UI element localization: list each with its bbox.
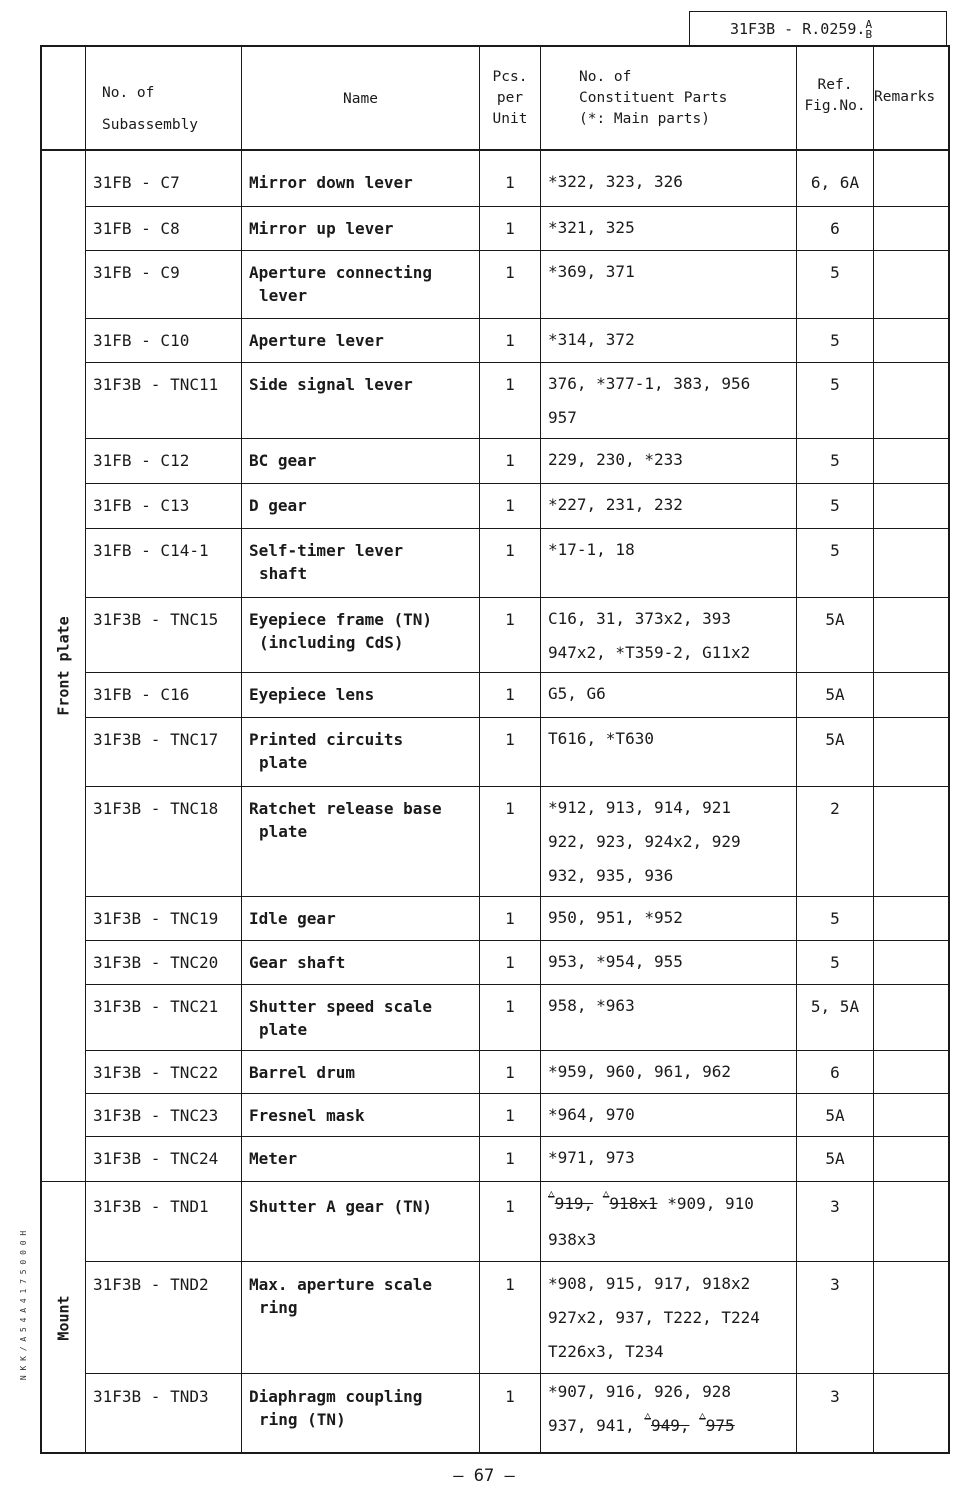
name-line: lever — [259, 286, 308, 305]
table-cell-parts — [548, 791, 798, 893]
parts-line: *322, 323, 326 — [548, 172, 683, 191]
table-cell-subassembly-no: 31F3B - TNC23 — [93, 1106, 219, 1125]
table-cell-name — [249, 171, 479, 194]
table-cell-subassembly-no: 31F3B - TNC17 — [93, 730, 219, 749]
table-cell-subassembly-no: 31F3B - TND1 — [93, 1197, 209, 1216]
header-pcs — [480, 47, 540, 149]
table-cell-pcs: 1 — [505, 173, 515, 192]
struck-part-text: 919, — [554, 1194, 594, 1213]
table-cell-subassembly-no: 31FB - C9 — [93, 263, 180, 282]
header-remarks — [874, 47, 952, 149]
header-subassembly — [102, 47, 242, 149]
revision-delta-icon: △ — [602, 1187, 610, 1200]
name-line: plate — [259, 822, 308, 841]
doc-ref-revision — [865, 17, 873, 41]
page-number: — 67 — — [453, 1466, 515, 1486]
table-cell-parts — [548, 1098, 798, 1132]
section-mount-label: Mount — [55, 1294, 73, 1341]
table-cell-parts — [548, 722, 798, 756]
parts-line: 922, 923, 924x2, 929 — [548, 832, 741, 851]
revision-delta-icon: △ — [644, 1409, 651, 1422]
name-line: Ratchet release base — [249, 799, 442, 818]
section-front-plate — [42, 151, 86, 1181]
header-remarks-text: Remarks — [874, 89, 936, 105]
parts-line: *314, 372 — [548, 330, 635, 349]
table-cell-name — [249, 449, 479, 472]
name-line: Eyepiece frame (TN) — [249, 610, 433, 629]
table-cell-ref-fig: 5A — [825, 730, 845, 749]
table-cell-subassembly-no: 31F3B - TND3 — [93, 1387, 209, 1406]
row-divider — [86, 717, 948, 718]
parts-line: *227, 231, 232 — [548, 495, 683, 514]
table-cell-ref-fig: 5 — [830, 909, 840, 928]
struck-part — [644, 1409, 690, 1435]
table-cell-ref-fig: 5 — [830, 263, 840, 282]
table-cell-pcs: 1 — [505, 730, 515, 749]
row-divider — [86, 1373, 948, 1374]
section-front-plate-label: Front plate — [55, 616, 73, 716]
table-cell-ref-fig: 5 — [830, 451, 840, 470]
parts-line: 229, 230, *233 — [548, 450, 683, 469]
table-cell-subassembly-no: 31F3B - TND2 — [93, 1275, 209, 1294]
table-cell-ref-fig: 3 — [830, 1387, 840, 1406]
table-cell-name — [249, 1104, 479, 1127]
table-cell-subassembly-no: 31FB - C16 — [93, 685, 190, 704]
name-line: Aperture lever — [249, 331, 384, 350]
parts-line: *907, 916, 926, 928 — [548, 1382, 732, 1401]
table-cell-ref-fig: 5 — [830, 541, 840, 560]
header-pcs-line: Pcs. — [492, 69, 528, 85]
parts-text: *909, 910 — [667, 1194, 754, 1213]
revision-delta-icon: △ — [548, 1187, 555, 1200]
document-reference-box — [689, 11, 947, 45]
name-line: ring (TN) — [259, 1410, 346, 1429]
table-cell-name — [249, 1385, 479, 1431]
table-cell-ref-fig: 5 — [830, 331, 840, 350]
parts-text: 937, 941, — [548, 1416, 635, 1435]
name-line: Shutter A gear (TN) — [249, 1197, 433, 1216]
parts-line: *17-1, 18 — [548, 540, 635, 559]
name-line: Aperture connecting — [249, 263, 433, 282]
table-cell-ref-fig: 6, 6A — [810, 173, 860, 192]
header-ref — [797, 47, 873, 149]
header-ref-line: Fig.No. — [804, 98, 866, 114]
table-cell-parts — [548, 211, 798, 245]
header-subassembly-line: Subassembly — [102, 117, 199, 133]
table-cell-name — [249, 261, 479, 307]
table-cell-name — [249, 494, 479, 517]
table-cell-name — [249, 683, 479, 706]
name-line: Fresnel mask — [249, 1106, 365, 1125]
table-cell-subassembly-no: 31F3B - TNC18 — [93, 799, 219, 818]
parts-line: *912, 913, 914, 921 — [548, 798, 732, 817]
table-cell-parts — [548, 255, 798, 289]
header-subassembly-line: No. of — [102, 85, 155, 101]
table-cell-parts — [548, 443, 798, 477]
table-cell-ref-fig: 2 — [830, 799, 840, 818]
table-cell-ref-fig: 5A — [825, 1149, 845, 1168]
table-cell-subassembly-no: 31FB - C12 — [93, 451, 190, 470]
row-divider — [86, 672, 948, 673]
row-divider — [86, 786, 948, 787]
doc-ref-rev-a: A — [865, 17, 873, 31]
parts-line: *321, 325 — [548, 218, 635, 237]
table-cell-parts — [548, 602, 798, 670]
table-cell-ref-fig: 3 — [830, 1197, 840, 1216]
row-divider — [86, 896, 948, 897]
table-cell-ref-fig: 5A — [825, 685, 845, 704]
revision-delta-icon: △ — [699, 1409, 706, 1422]
struck-part-text: 949, — [650, 1416, 690, 1435]
table-cell-pcs: 1 — [505, 1275, 515, 1294]
header-pcs-line: per — [496, 90, 524, 106]
row-divider — [86, 597, 948, 598]
name-line: plate — [259, 753, 308, 772]
name-line: Printed circuits — [249, 730, 404, 749]
parts-line: C16, 31, 373x2, 393 — [548, 609, 732, 628]
parts-table — [40, 45, 950, 1454]
table-cell-name — [249, 995, 479, 1041]
name-line: Side signal lever — [249, 375, 413, 394]
parts-line: 938x3 — [548, 1230, 597, 1249]
row-divider — [86, 438, 948, 439]
table-cell-pcs: 1 — [505, 541, 515, 560]
table-cell-ref-fig: 5A — [825, 1106, 845, 1125]
table-cell-name — [249, 1195, 479, 1218]
parts-line: *908, 915, 917, 918x2 — [548, 1274, 751, 1293]
header-ref-line: Ref. — [817, 77, 853, 93]
table-cell-ref-fig: 5 — [830, 375, 840, 394]
table-cell-pcs: 1 — [505, 799, 515, 818]
parts-line: *959, 960, 961, 962 — [548, 1062, 732, 1081]
parts-line: 947x2, *T359-2, G11x2 — [548, 643, 751, 662]
table-cell-ref-fig: 6 — [830, 219, 840, 238]
parts-line: 927x2, 937, T222, T224 — [548, 1308, 760, 1327]
table-cell-parts — [548, 945, 798, 979]
name-line: Idle gear — [249, 909, 336, 928]
parts-line: 376, *377-1, 383, 956 — [548, 374, 751, 393]
header-parts-line: Constituent Parts — [579, 90, 728, 106]
section-mount — [42, 1181, 86, 1454]
parts-line: G5, G6 — [548, 684, 606, 703]
table-cell-pcs: 1 — [505, 263, 515, 282]
table-cell-pcs: 1 — [505, 1063, 515, 1082]
name-line: shaft — [259, 564, 308, 583]
header-pcs-line: Unit — [492, 111, 528, 127]
table-cell-parts — [548, 323, 798, 357]
column-divider — [873, 47, 874, 1452]
parts-line: *369, 371 — [548, 262, 635, 281]
table-cell-ref-fig: 5 — [830, 496, 840, 515]
parts-line: 950, 951, *952 — [548, 908, 683, 927]
table-cell-parts — [548, 1141, 798, 1175]
table-cell-ref-fig: 5A — [825, 610, 845, 629]
table-cell-pcs: 1 — [505, 953, 515, 972]
header-parts-line: (*: Main parts) — [579, 111, 710, 127]
table-cell-parts — [548, 1267, 798, 1369]
struck-part — [699, 1409, 735, 1435]
table-cell-subassembly-no: 31F3B - TNC22 — [93, 1063, 219, 1082]
parts-line — [548, 1187, 754, 1223]
table-cell-pcs: 1 — [505, 997, 515, 1016]
parts-line — [548, 1409, 735, 1445]
table-cell-parts — [548, 1055, 798, 1089]
name-line: Gear shaft — [249, 953, 346, 972]
section-divider — [42, 1181, 948, 1182]
doc-ref-rev-b: B — [865, 27, 873, 41]
name-line: Mirror down lever — [249, 173, 413, 192]
table-cell-name — [249, 907, 479, 930]
table-cell-parts — [548, 901, 798, 935]
header-rule — [42, 149, 948, 151]
table-cell-subassembly-no: 31F3B - TNC21 — [93, 997, 219, 1016]
parts-line: 958, *963 — [548, 996, 635, 1015]
table-cell-subassembly-no: 31FB - C14-1 — [93, 541, 209, 560]
margin-print-code — [17, 1210, 31, 1400]
name-line: Max. aperture scale — [249, 1275, 433, 1294]
table-cell-pcs: 1 — [505, 610, 515, 629]
name-line: Self-timer lever — [249, 541, 404, 560]
header-name-text: Name — [343, 91, 378, 107]
table-cell-subassembly-no: 31F3B - TNC19 — [93, 909, 219, 928]
table-cell-name — [249, 608, 479, 654]
struck-part — [602, 1187, 658, 1213]
table-cell-subassembly-no: 31FB - C7 — [93, 173, 180, 192]
table-cell-name — [249, 539, 479, 585]
table-cell-name — [249, 951, 479, 974]
row-divider — [86, 940, 948, 941]
table-cell-pcs: 1 — [505, 1106, 515, 1125]
table-cell-subassembly-no: 31F3B - TNC20 — [93, 953, 219, 972]
parts-line: 957 — [548, 408, 577, 427]
header-name — [242, 47, 479, 149]
name-line: ring — [259, 1298, 298, 1317]
margin-print-code-text: N K K / A 5 4 A 4 1 7 5 0 0 0 H — [19, 1230, 29, 1380]
header-parts — [579, 47, 796, 149]
parts-line: *971, 973 — [548, 1148, 635, 1167]
table-cell-ref-fig: 6 — [830, 1063, 840, 1082]
row-divider — [86, 318, 948, 319]
name-line: (including CdS) — [259, 633, 404, 652]
name-line: Shutter speed scale — [249, 997, 433, 1016]
table-cell-parts — [548, 488, 798, 522]
row-divider — [86, 528, 948, 529]
table-cell-name — [249, 1061, 479, 1084]
struck-part-text: 975 — [705, 1416, 735, 1435]
name-line: D gear — [249, 496, 307, 515]
row-divider — [86, 1261, 948, 1262]
row-divider — [86, 362, 948, 363]
row-divider — [86, 1136, 948, 1137]
table-cell-ref-fig: 5, 5A — [810, 997, 860, 1016]
table-cell-subassembly-no: 31F3B - TNC11 — [93, 375, 219, 394]
table-cell-parts — [548, 677, 798, 711]
struck-part-text: 918x1 — [609, 1194, 658, 1213]
table-cell-pcs: 1 — [505, 496, 515, 515]
table-cell-subassembly-no: 31FB - C8 — [93, 219, 180, 238]
table-cell-pcs: 1 — [505, 451, 515, 470]
table-cell-name — [249, 329, 479, 352]
table-cell-parts — [548, 165, 798, 199]
table-cell-pcs: 1 — [505, 909, 515, 928]
table-cell-ref-fig: 5 — [830, 953, 840, 972]
table-cell-pcs: 1 — [505, 1387, 515, 1406]
row-divider — [86, 206, 948, 207]
parts-line: *964, 970 — [548, 1105, 635, 1124]
row-divider — [86, 1050, 948, 1051]
parts-line: 932, 935, 936 — [548, 866, 674, 885]
table-cell-pcs: 1 — [505, 375, 515, 394]
row-divider — [86, 250, 948, 251]
name-line: BC gear — [249, 451, 317, 470]
table-cell-pcs: 1 — [505, 1149, 515, 1168]
table-cell-ref-fig: 3 — [830, 1275, 840, 1294]
table-cell-parts — [548, 367, 798, 435]
name-line: Diaphragm coupling — [249, 1387, 423, 1406]
row-divider — [86, 483, 948, 484]
table-cell-subassembly-no: 31F3B - TNC24 — [93, 1149, 219, 1168]
table-cell-name — [249, 1273, 479, 1319]
table-cell-parts — [548, 989, 798, 1023]
row-divider — [86, 1093, 948, 1094]
parts-line: 953, *954, 955 — [548, 952, 683, 971]
name-line: Mirror up lever — [249, 219, 394, 238]
parts-line: T616, *T630 — [548, 729, 654, 748]
name-line: Barrel drum — [249, 1063, 355, 1082]
column-divider — [540, 47, 541, 1452]
struck-part — [548, 1187, 594, 1213]
header-parts-line: No. of — [579, 69, 632, 85]
table-cell-parts — [548, 533, 798, 567]
name-line: Eyepiece lens — [249, 685, 375, 704]
table-cell-parts-tnd3 — [548, 1375, 735, 1445]
table-cell-pcs: 1 — [505, 685, 515, 704]
parts-line: T226x3, T234 — [548, 1342, 664, 1361]
table-cell-subassembly-no: 31FB - C10 — [93, 331, 190, 350]
table-cell-pcs: 1 — [505, 1197, 515, 1216]
table-cell-name — [249, 797, 479, 843]
table-cell-name — [249, 373, 479, 396]
doc-ref-prefix: 31F3B - R.0259. — [730, 20, 866, 38]
table-cell-parts-tnd1 — [548, 1187, 754, 1257]
table-cell-pcs: 1 — [505, 219, 515, 238]
table-cell-name — [249, 1147, 479, 1170]
table-cell-name — [249, 217, 479, 240]
name-line: plate — [259, 1020, 308, 1039]
name-line: Meter — [249, 1149, 298, 1168]
table-cell-pcs: 1 — [505, 331, 515, 350]
row-divider — [86, 984, 948, 985]
table-cell-subassembly-no: 31FB - C13 — [93, 496, 190, 515]
table-cell-name — [249, 728, 479, 774]
table-cell-subassembly-no: 31F3B - TNC15 — [93, 610, 219, 629]
